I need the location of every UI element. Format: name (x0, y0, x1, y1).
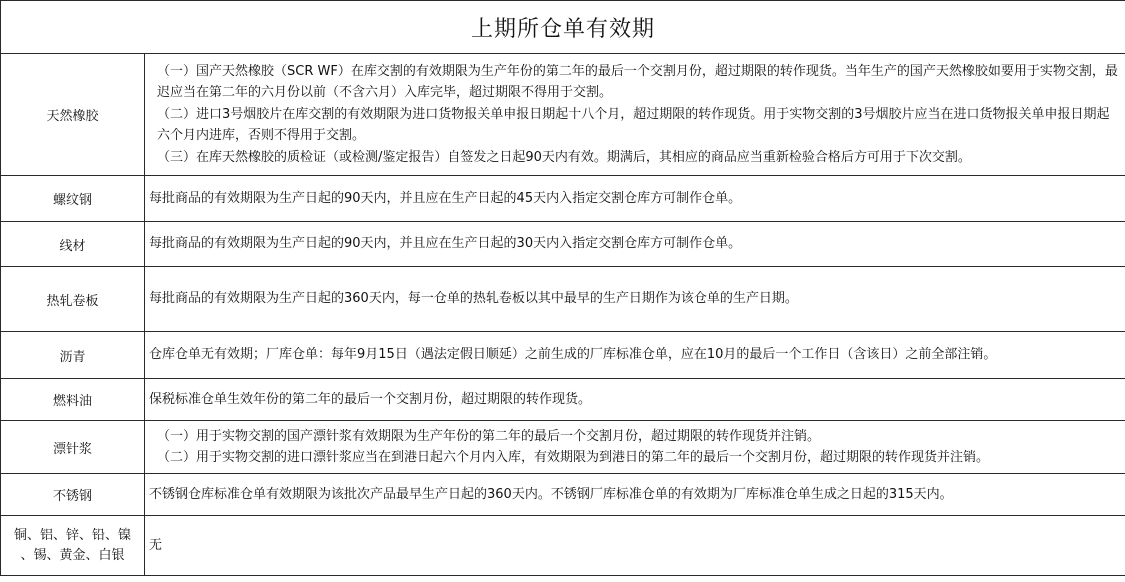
table-row (1, 421, 1125, 474)
metals-label-line-1: 铜、铝、锌、铅、镍 (13, 527, 131, 543)
row-content-rubber (145, 54, 1125, 176)
title-row (1, 1, 1125, 54)
row-label-wire-rod: 线材 (1, 222, 145, 267)
row-content-rebar: 每批商品的有效期限为生产日起的90天内，并且应在生产日起的45天内入指定交割仓库方可制作仓单。 (145, 176, 1125, 222)
row-label-bitumen: 沥青 (1, 332, 145, 379)
pulp-para-1: （一）用于实物交割的国产漂针浆有效期限为生产年份的第二年的最后一个交割月份，超过期限的转作现货并注销。 (157, 428, 821, 444)
rubber-para-3: （三）在库天然橡胶的质检证（或检测/鉴定报告）自签发之日起90天内有效。期满后，其相应的商品应当重新检验合格后方可用于下次交割。 (157, 149, 971, 165)
row-label-hot-rolled-coil: 热轧卷板 (1, 267, 145, 332)
row-label-rebar: 螺纹钢 (1, 176, 145, 222)
rubber-para-2: （二）进口3号烟胶片在库交割的有效期限为进口货物报关单申报日期起十八个月，超过期限的转作现货。用于实物交割的3号烟胶片应当在进口货物报关单申报日期起六个月内进库，否则不得用于交割。 (157, 106, 1110, 144)
row-label-rubber: 天然橡胶 (1, 54, 145, 176)
row-label-metals (1, 516, 145, 576)
row-label-bleached-softwood-pulp: 漂针浆 (1, 421, 145, 474)
row-label-stainless-steel: 不锈钢 (1, 474, 145, 516)
table-title: 上期所仓单有效期 (1, 1, 1125, 54)
row-content-metals: 无 (145, 516, 1125, 576)
table-row (1, 222, 1125, 267)
row-content-hot-rolled-coil: 每批商品的有效期限为生产日起的360天内，每一仓单的热轧卷板以其中最早的生产日期作为该仓单的生产日期。 (145, 267, 1125, 332)
metals-label-line-2: 、锡、黄金、白银 (20, 547, 125, 563)
table-row (1, 379, 1125, 421)
table-row (1, 54, 1125, 176)
row-content-wire-rod: 每批商品的有效期限为生产日起的90天内，并且应在生产日起的30天内入指定交割仓库方可制作仓单。 (145, 222, 1125, 267)
table-row (1, 516, 1125, 576)
table-row (1, 332, 1125, 379)
rubber-para-1: （一）国产天然橡胶（SCR WF）在库交割的有效期限为生产年份的第二年的最后一个交割月份，超过期限的转作现货。当年生产的国产天然橡胶如要用于实物交割，最迟应当在第二年的六月份以前（不含六月）入库完毕，超过期限不得用于交割。 (157, 63, 1118, 101)
row-content-bleached-softwood-pulp (145, 421, 1125, 474)
row-content-stainless-steel: 不锈钢仓库标准仓单有效期限为该批次产品最早生产日起的360天内。不锈钢厂库标准仓单的有效期为厂库标准仓单生成之日起的315天内。 (145, 474, 1125, 516)
row-content-bitumen: 仓库仓单无有效期；厂库仓单：每年9月15日（遇法定假日顺延）之前生成的厂库标准仓单，应在10月的最后一个工作日（含该日）之前全部注销。 (145, 332, 1125, 379)
pulp-para-2: （二）用于实物交割的进口漂针浆应当在到港日起六个月内入库，有效期限为到港日的第二年的最后一个交割月份，超过期限的转作现货并注销。 (157, 450, 990, 465)
table-row (1, 267, 1125, 332)
table-row (1, 474, 1125, 516)
row-content-fuel-oil: 保税标准仓单生效年份的第二年的最后一个交割月份，超过期限的转作现货。 (145, 379, 1125, 421)
table-row (1, 176, 1125, 222)
row-label-fuel-oil: 燃料油 (1, 379, 145, 421)
